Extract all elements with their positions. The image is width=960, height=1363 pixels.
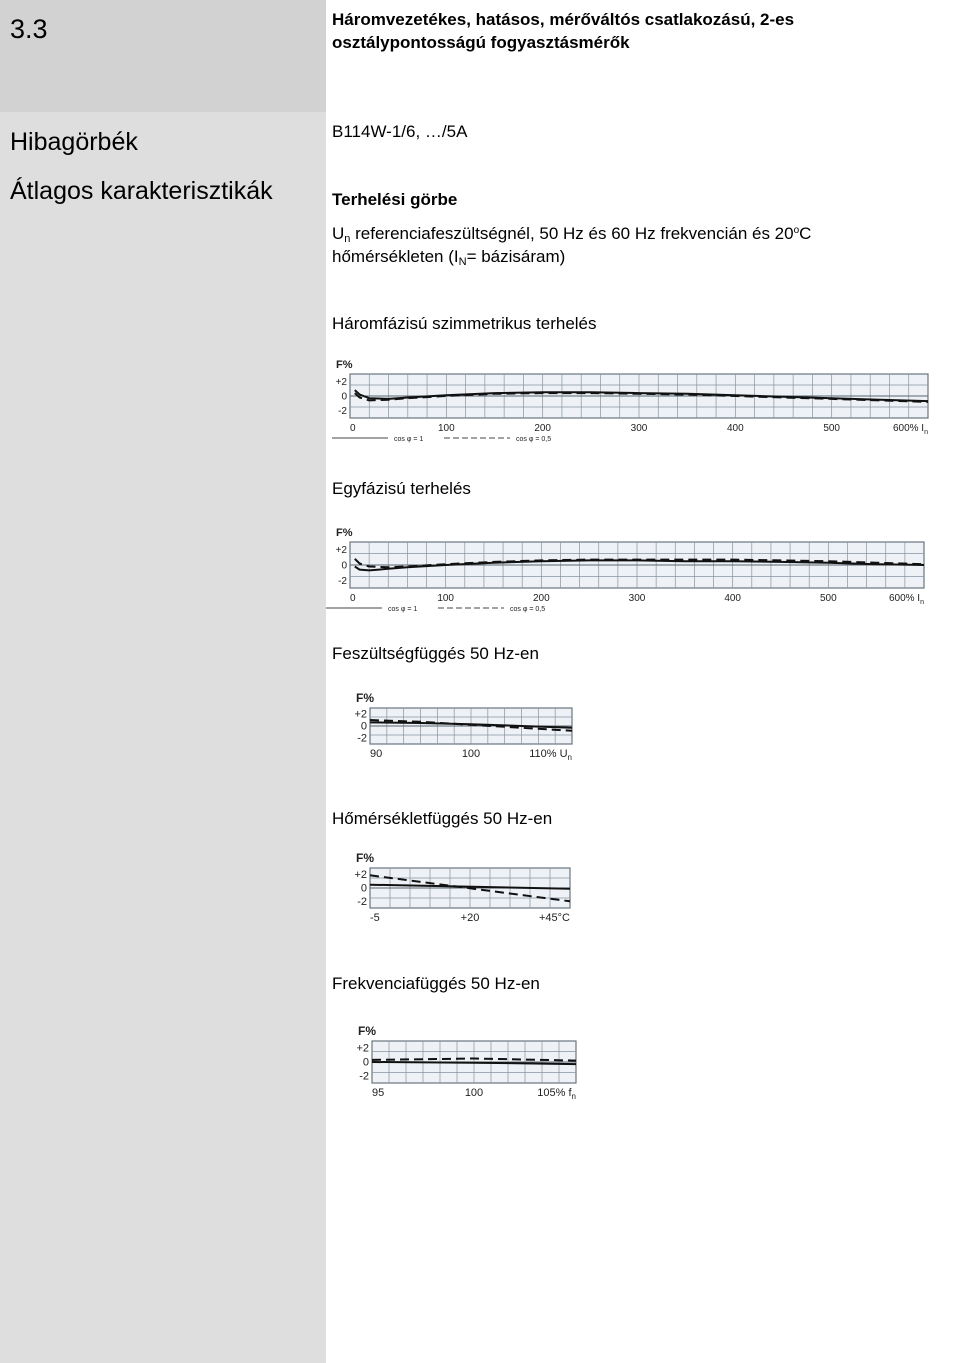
legend-label: cos φ = 0,5 [510, 606, 546, 613]
x-tick-label: 95 [372, 1087, 385, 1099]
y-axis-label: F% [356, 851, 374, 865]
x-tick-label: 300 [630, 423, 648, 434]
left-title-average-characteristics: Átlagos karakterisztikák [10, 177, 273, 205]
y-tick-label: 0 [341, 391, 347, 403]
x-tick-label: 500 [823, 423, 841, 434]
x-tick-label: 100 [461, 748, 481, 760]
left-title-error-curves: Hibagörbék [10, 128, 138, 156]
x-tick-label: 600% $I_n$ [888, 593, 924, 606]
chart-single-phase [326, 526, 960, 616]
y-tick-label: 0 [360, 882, 367, 895]
x-tick-label: 100 [437, 593, 455, 604]
chart-single-phase-svg [326, 526, 960, 616]
legend-label: cos φ = 1 [394, 436, 424, 443]
chart-title-single-phase: Egyfázisú terhelés [332, 479, 471, 498]
x-tick-label: 105% $f_n$ [537, 1087, 576, 1101]
load-curve-conditions-2 [332, 246, 565, 273]
y-tick-label: 0 [362, 1056, 369, 1069]
legend-label: cos φ = 1 [388, 606, 418, 613]
x-tick-label: 600% $I_n$ [892, 423, 928, 436]
x-tick-label: 0 [350, 593, 356, 604]
x-tick-label: 400 [724, 593, 742, 604]
x-unit-subscript: n [924, 429, 928, 436]
section-number: 3.3 [10, 14, 48, 44]
y-tick-label: 0 [341, 560, 347, 572]
conditions-text-d: = bázisáram) [466, 247, 566, 266]
u-symbol: U [332, 224, 345, 243]
y-axis-label: F% [336, 527, 353, 539]
y-tick-label: +2 [356, 1042, 369, 1055]
y-tick-label: -2 [359, 1070, 369, 1083]
x-tick-label: -5 [370, 912, 380, 924]
load-curve-heading: Terhelési görbe [332, 190, 458, 209]
chart-voltage [342, 682, 606, 772]
chart-voltage-svg [342, 682, 606, 772]
header-line-1: Háromvezetékes, hatásos, mérőváltós csatlakozású, 2-es [332, 10, 795, 29]
x-tick-label: 110% $U_n$ [529, 748, 572, 762]
u-subscript: n [344, 233, 351, 245]
y-tick-label: -2 [338, 406, 347, 418]
chart-three-phase-svg [332, 356, 960, 448]
x-tick-label: 0 [350, 423, 356, 434]
x-tick-label: 500 [819, 593, 837, 604]
left-column [0, 0, 326, 1363]
y-tick-label: -2 [357, 732, 367, 745]
model-label: B114W-1/6, …/5A [332, 122, 468, 141]
chart-temperature-svg [340, 842, 596, 934]
y-tick-label: 0 [360, 720, 367, 733]
y-tick-label: -2 [338, 575, 347, 587]
y-tick-label: +2 [354, 869, 367, 882]
x-tick-label: 100 [437, 423, 455, 434]
y-tick-label: +2 [335, 376, 347, 388]
y-tick-label: +2 [354, 708, 367, 721]
header-line-2: osztálypontosságú fogyasztásmérők [332, 33, 630, 52]
x-tick-label: +20 [460, 912, 480, 924]
chart-title-frequency: Frekvenciafüggés 50 Hz-en [332, 974, 540, 993]
chart-title-three-phase: Háromfázisú szimmetrikus terhelés [332, 314, 597, 333]
x-unit-subscript: n [920, 599, 924, 606]
legend-label: cos φ = 0,5 [516, 436, 552, 443]
i-subscript: N [458, 256, 467, 268]
y-axis-label: F% [356, 691, 374, 705]
chart-title-voltage: Feszültségfüggés 50 Hz-en [332, 644, 539, 663]
chart-frequency [342, 1015, 612, 1107]
conditions-text-c: hőmérsékleten (I [332, 247, 459, 266]
x-tick-label: +45°C [538, 912, 570, 924]
conditions-text-b: C [799, 224, 812, 243]
page-header [332, 8, 794, 54]
degree-superscript: o [793, 225, 800, 236]
y-axis-label: F% [336, 359, 353, 371]
chart-title-temperature: Hőmérsékletfüggés 50 Hz-en [332, 809, 553, 828]
chart-frequency-svg [342, 1015, 612, 1107]
chart-three-phase [332, 356, 960, 448]
x-tick-label: 400 [726, 423, 744, 434]
x-tick-label: 90 [370, 748, 383, 760]
y-axis-label: F% [358, 1024, 376, 1038]
conditions-text-a: referenciafeszültségnél, 50 Hz és 60 Hz frekvencián és 20 [350, 224, 794, 243]
x-tick-label: 200 [532, 593, 550, 604]
y-tick-label: +2 [335, 545, 347, 557]
x-unit-subscript: n [571, 1092, 576, 1101]
left-header-band [0, 0, 326, 112]
x-tick-label: 100 [464, 1087, 484, 1099]
chart-temperature [340, 842, 596, 934]
x-unit-subscript: n [567, 753, 572, 762]
y-tick-label: -2 [357, 895, 367, 908]
x-tick-label: 200 [534, 423, 552, 434]
x-tick-label: 300 [628, 593, 646, 604]
